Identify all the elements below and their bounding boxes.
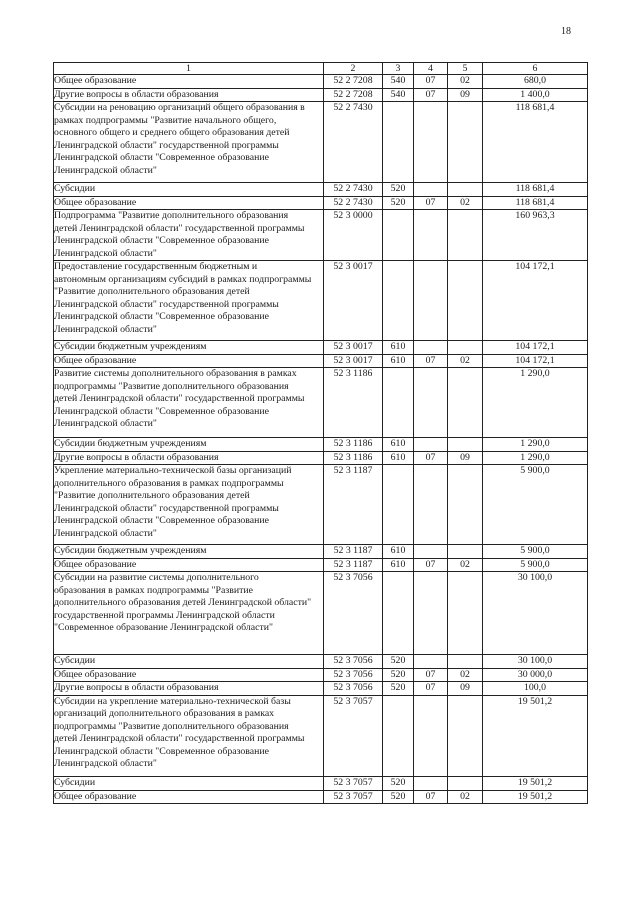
description-cell: Общее образование [54, 668, 324, 682]
type-cell: 520 [383, 183, 414, 197]
amount-cell: 160 963,3 [483, 210, 588, 261]
section-cell [414, 572, 448, 655]
section-cell [414, 776, 448, 790]
description-cell: Субсидии на реновацию организаций общего образования в рамках подпрограммы "Развитие начального общего, основного общего и среднего общего образования детей Ленинградской области" государственной программы Ленинградской области "Современное образование Ленинградской области" [54, 102, 324, 183]
code-cell: 52 3 7056 [324, 682, 383, 696]
table-header-row [54, 63, 588, 75]
amount-cell: 30 100,0 [483, 572, 588, 655]
amount-cell: 5 900,0 [483, 545, 588, 559]
table-row [54, 572, 588, 655]
subsection-cell: 09 [448, 682, 483, 696]
description-cell: Субсидии [54, 183, 324, 197]
table-row [54, 668, 588, 682]
subsection-cell [448, 438, 483, 452]
description-cell: Общее образование [54, 196, 324, 210]
code-cell: 52 2 7208 [324, 75, 383, 89]
description-cell: Субсидии [54, 776, 324, 790]
subsection-cell [448, 183, 483, 197]
section-cell: 07 [414, 354, 448, 368]
code-cell: 52 3 7057 [324, 695, 383, 776]
amount-cell: 118 681,4 [483, 102, 588, 183]
type-cell: 520 [383, 655, 414, 669]
table-row [54, 438, 588, 452]
amount-cell: 680,0 [483, 75, 588, 89]
table-row [54, 451, 588, 465]
code-cell: 52 2 7430 [324, 102, 383, 183]
header-col-4: 4 [414, 63, 448, 75]
table-row [54, 75, 588, 89]
subsection-cell [448, 102, 483, 183]
table-row [54, 776, 588, 790]
section-cell: 07 [414, 558, 448, 572]
subsection-cell [448, 465, 483, 545]
code-cell: 52 3 0017 [324, 354, 383, 368]
description-cell: Субсидии на развитие системы дополнительного образования в рамках подпрограммы "Развитие дополнительного образования детей Ленинградской области" государственной программы Ленинградской области "Современное образование Ленинградской области" [54, 572, 324, 655]
type-cell: 610 [383, 545, 414, 559]
code-cell: 52 3 1187 [324, 465, 383, 545]
table-row [54, 88, 588, 102]
subsection-cell [448, 210, 483, 261]
type-cell: 520 [383, 668, 414, 682]
description-cell: Общее образование [54, 354, 324, 368]
section-cell: 07 [414, 88, 448, 102]
code-cell: 52 3 1187 [324, 558, 383, 572]
section-cell [414, 261, 448, 341]
header-col-3: 3 [383, 63, 414, 75]
code-cell: 52 3 1186 [324, 451, 383, 465]
table-row [54, 790, 588, 804]
code-cell: 52 3 7056 [324, 655, 383, 669]
section-cell: 07 [414, 196, 448, 210]
section-cell [414, 655, 448, 669]
description-cell: Подпрограмма "Развитие дополнительного образования детей Ленинградской области" государственной программы Ленинградской области "Современное образование Ленинградской области" [54, 210, 324, 261]
description-cell: Субсидии [54, 655, 324, 669]
section-cell [414, 341, 448, 355]
type-cell: 520 [383, 776, 414, 790]
amount-cell: 30 000,0 [483, 668, 588, 682]
subsection-cell [448, 572, 483, 655]
section-cell: 07 [414, 668, 448, 682]
amount-cell: 118 681,4 [483, 183, 588, 197]
code-cell: 52 2 7430 [324, 183, 383, 197]
type-cell [383, 210, 414, 261]
type-cell [383, 695, 414, 776]
section-cell [414, 695, 448, 776]
table-row [54, 682, 588, 696]
description-cell: Общее образование [54, 790, 324, 804]
type-cell [383, 368, 414, 438]
type-cell: 610 [383, 438, 414, 452]
section-cell [414, 210, 448, 261]
table-row [54, 183, 588, 197]
amount-cell: 19 501,2 [483, 695, 588, 776]
section-cell: 07 [414, 790, 448, 804]
table-body [54, 75, 588, 804]
subsection-cell: 02 [448, 75, 483, 89]
description-cell: Субсидии бюджетным учреждениям [54, 545, 324, 559]
type-cell [383, 465, 414, 545]
subsection-cell [448, 368, 483, 438]
description-cell: Другие вопросы в области образования [54, 682, 324, 696]
amount-cell: 104 172,1 [483, 261, 588, 341]
type-cell: 540 [383, 75, 414, 89]
section-cell: 07 [414, 75, 448, 89]
header-col-5: 5 [448, 63, 483, 75]
type-cell: 610 [383, 558, 414, 572]
description-cell: Другие вопросы в области образования [54, 451, 324, 465]
table-row [54, 196, 588, 210]
code-cell: 52 2 7430 [324, 196, 383, 210]
table-row [54, 558, 588, 572]
header-col-2: 2 [324, 63, 383, 75]
type-cell: 520 [383, 682, 414, 696]
description-cell: Предоставление государственным бюджетным и автономным организациям субсидий в рамках подпрограммы "Развитие дополнительного образования детей Ленинградской области" государственной программы Ленинградской области "Современное образование Ленинградской области" [54, 261, 324, 341]
subsection-cell [448, 695, 483, 776]
section-cell [414, 465, 448, 545]
amount-cell: 1 290,0 [483, 438, 588, 452]
code-cell: 52 3 1186 [324, 368, 383, 438]
subsection-cell: 02 [448, 668, 483, 682]
type-cell: 520 [383, 790, 414, 804]
description-cell: Субсидии бюджетным учреждениям [54, 438, 324, 452]
section-cell [414, 438, 448, 452]
subsection-cell [448, 261, 483, 341]
table-row [54, 102, 588, 183]
amount-cell: 104 172,1 [483, 354, 588, 368]
description-cell: Укрепление материально-технической базы организаций дополнительного образования в рамках подпрограммы "Развитие дополнительного образования детей Ленинградской области" государственной программы Ленинградской области "Современное образование Ленинградской области" [54, 465, 324, 545]
code-cell: 52 3 7056 [324, 572, 383, 655]
code-cell: 52 3 0017 [324, 261, 383, 341]
subsection-cell: 02 [448, 196, 483, 210]
amount-cell: 19 501,2 [483, 776, 588, 790]
type-cell: 610 [383, 341, 414, 355]
amount-cell: 104 172,1 [483, 341, 588, 355]
description-cell: Субсидии бюджетным учреждениям [54, 341, 324, 355]
type-cell: 610 [383, 451, 414, 465]
amount-cell: 5 900,0 [483, 465, 588, 545]
section-cell: 07 [414, 451, 448, 465]
type-cell: 540 [383, 88, 414, 102]
section-cell [414, 545, 448, 559]
amount-cell: 100,0 [483, 682, 588, 696]
table-row [54, 545, 588, 559]
table-row [54, 354, 588, 368]
code-cell: 52 3 1186 [324, 438, 383, 452]
description-cell: Другие вопросы в области образования [54, 88, 324, 102]
amount-cell: 30 100,0 [483, 655, 588, 669]
code-cell: 52 3 0000 [324, 210, 383, 261]
section-cell [414, 102, 448, 183]
code-cell: 52 3 7056 [324, 668, 383, 682]
subsection-cell: 02 [448, 790, 483, 804]
subsection-cell: 02 [448, 354, 483, 368]
amount-cell: 118 681,4 [483, 196, 588, 210]
code-cell: 52 3 1187 [324, 545, 383, 559]
table-row [54, 695, 588, 776]
table-row [54, 261, 588, 341]
table-row [54, 368, 588, 438]
amount-cell: 1 290,0 [483, 451, 588, 465]
subsection-cell [448, 776, 483, 790]
code-cell: 52 3 7057 [324, 776, 383, 790]
code-cell: 52 3 0017 [324, 341, 383, 355]
description-cell: Общее образование [54, 75, 324, 89]
section-cell [414, 368, 448, 438]
type-cell: 610 [383, 354, 414, 368]
subsection-cell [448, 655, 483, 669]
table-row [54, 655, 588, 669]
type-cell [383, 261, 414, 341]
type-cell [383, 102, 414, 183]
page-number: 18 [561, 26, 571, 37]
subsection-cell [448, 341, 483, 355]
subsection-cell [448, 545, 483, 559]
description-cell: Общее образование [54, 558, 324, 572]
type-cell: 520 [383, 196, 414, 210]
amount-cell: 5 900,0 [483, 558, 588, 572]
amount-cell: 19 501,2 [483, 790, 588, 804]
code-cell: 52 2 7208 [324, 88, 383, 102]
budget-table [53, 62, 588, 804]
description-cell: Развитие системы дополнительного образования в рамках подпрограммы "Развитие дополнительного образования детей Ленинградской области" государственной программы Ленинградской области "Современное образование Ленинградской области" [54, 368, 324, 438]
description-cell: Субсидии на укрепление материально-технической базы организаций дополнительного образования в рамках подпрограммы "Развитие дополнительного образования детей Ленинградской области" государственной программы Ленинградской области "Современное образование Ленинградской области" [54, 695, 324, 776]
table-row [54, 210, 588, 261]
amount-cell: 1 400,0 [483, 88, 588, 102]
header-col-6: 6 [483, 63, 588, 75]
table-row [54, 341, 588, 355]
code-cell: 52 3 7057 [324, 790, 383, 804]
amount-cell: 1 290,0 [483, 368, 588, 438]
section-cell [414, 183, 448, 197]
type-cell [383, 572, 414, 655]
subsection-cell: 09 [448, 451, 483, 465]
header-col-1: 1 [54, 63, 324, 75]
table-row [54, 465, 588, 545]
section-cell: 07 [414, 682, 448, 696]
subsection-cell: 02 [448, 558, 483, 572]
subsection-cell: 09 [448, 88, 483, 102]
